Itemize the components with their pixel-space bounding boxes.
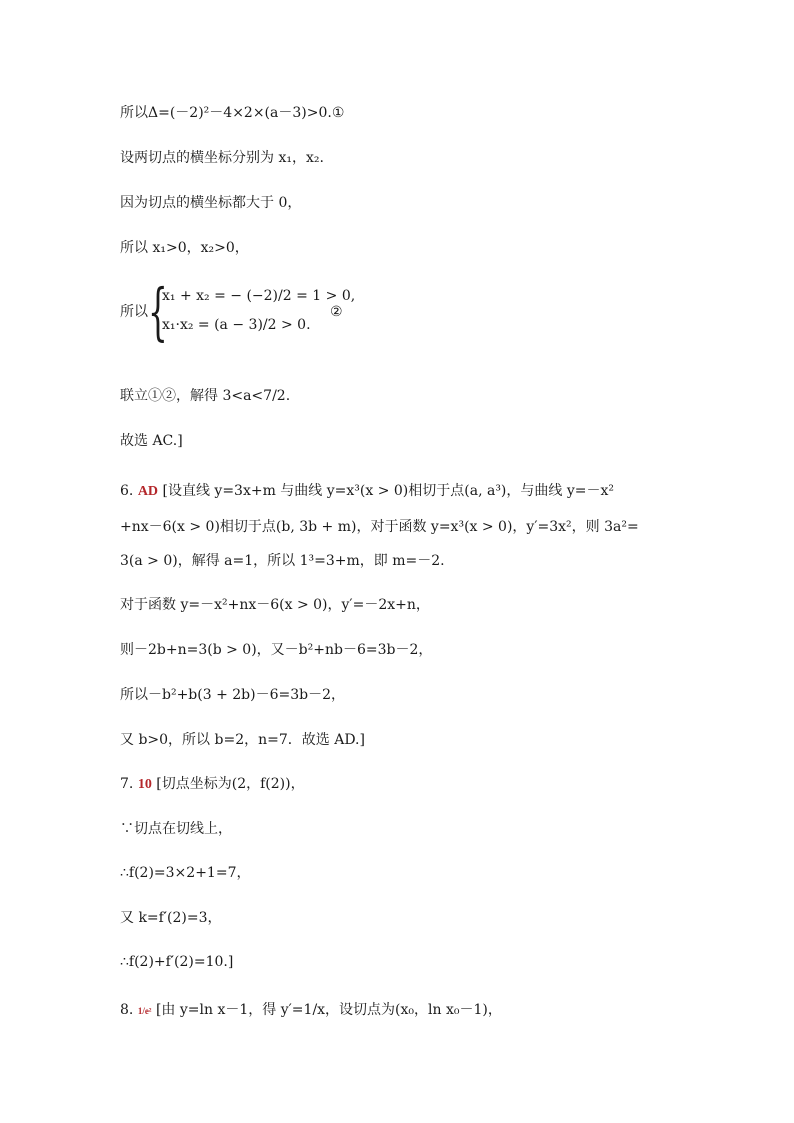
text-line-choose-ac: 故选 AC.] — [120, 433, 183, 449]
question-7-line-1: [切点坐标为(2，f(2))， — [156, 776, 305, 792]
question-7-line-2: ∵切点在切线上， — [120, 821, 232, 837]
question-6-answer: AD — [137, 484, 159, 499]
question-8-header — [120, 1001, 502, 1020]
question-7-answer: 10 — [137, 777, 152, 792]
question-6-line-1: [设直线 y=3x+m 与曲线 y=x³(x > 0)相切于点(a, a³)，与曲线 y=－x² — [162, 483, 614, 499]
question-6-number: 6. — [120, 483, 134, 499]
question-6-line-6: 所以－b²+b(3 + 2b)－6=3b－2， — [120, 687, 346, 703]
text-line-x-positive: 所以 x₁>0，x₂>0， — [120, 240, 249, 256]
system-label: 所以 — [120, 304, 148, 320]
question-7-line-4: 又 k=f′(2)=3， — [120, 910, 222, 926]
question-6-line-3: 3(a > 0)，解得 a=1，所以 1³=3+m，即 m=－2. — [120, 553, 445, 569]
question-8-line-1: [由 y=ln x－1，得 y′=1/x，设切点为(x₀，ln x₀－1)， — [155, 1002, 502, 1018]
text-line-abscissas-positive: 因为切点的横坐标都大于 0， — [120, 195, 302, 211]
question-8-number: 8. — [120, 1002, 134, 1018]
question-6-line-7: 又 b>0，所以 b=2，n=7．故选 AD.] — [120, 732, 365, 748]
question-6-line-2: +nx－6(x > 0)相切于点(b, 3b + m)，对于函数 y=x³(x > 0)，y′=3x²，则 3a²= — [120, 519, 639, 535]
system-row-1: x₁ + x₂ = − (−2)/2 = 1 > 0, — [162, 288, 356, 304]
question-8-answer: 1/e² — [137, 1006, 152, 1016]
question-7-number: 7. — [120, 776, 134, 792]
question-7-header — [120, 775, 305, 794]
system-row-2: x₁·x₂ = (a − 3)/2 > 0. — [162, 317, 311, 333]
system-tag: ② — [330, 304, 343, 320]
text-line-delta: 所以Δ=(－2)²－4×2×(a－3)>0.① — [120, 105, 345, 121]
question-6-header — [120, 482, 614, 501]
question-6-line-4: 对于函数 y=－x²+nx－6(x > 0)，y′=－2x+n， — [120, 597, 430, 613]
question-7-line-3: ∴f(2)=3×2+1=7， — [120, 865, 251, 881]
question-7-line-5: ∴f(2)+f′(2)=10.] — [120, 954, 234, 970]
left-brace-icon: { — [148, 275, 168, 348]
text-line-tangent-abscissas: 设两切点的横坐标分别为 x₁，x₂. — [120, 150, 324, 166]
question-6-line-5: 则－2b+n=3(b > 0)，又－b²+nb－6=3b－2， — [120, 642, 433, 658]
text-line-solve: 联立①②，解得 3<a<7/2. — [120, 388, 291, 404]
